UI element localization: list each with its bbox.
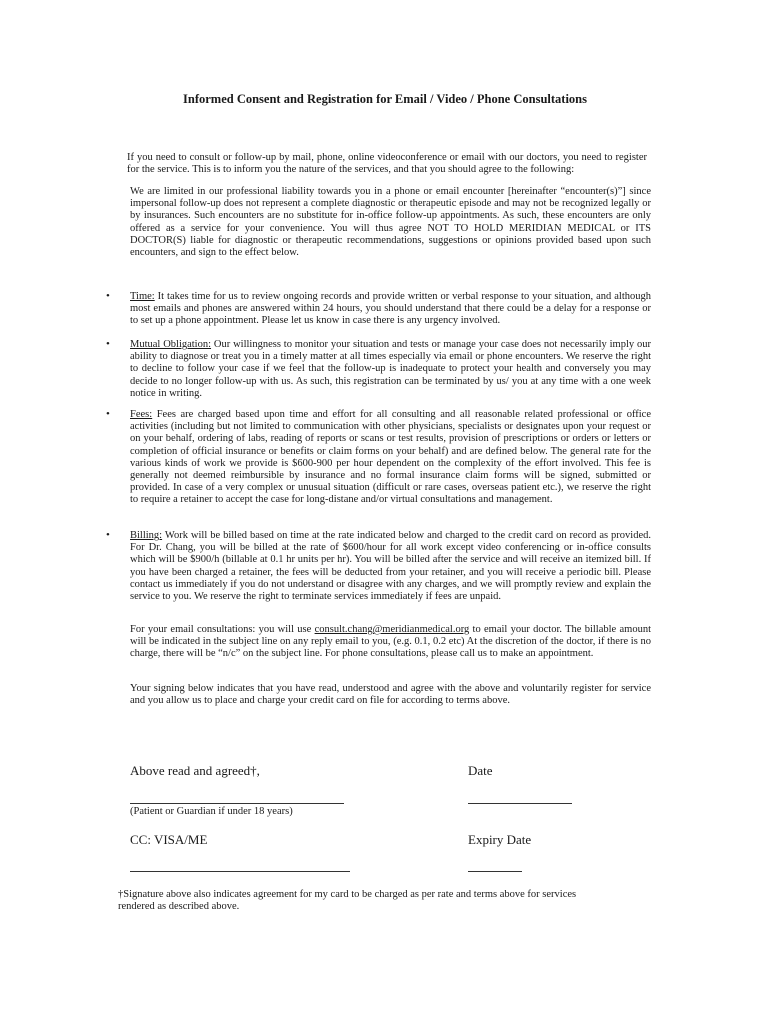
billing-paragraph [130,530,651,603]
signature-line[interactable] [130,803,344,804]
time-heading: Time: [130,291,155,302]
signature-footnote: †Signature above also indicates agreement for my card to be charged as per rate and terms above for services rendered as described above. [118,889,577,913]
liability-paragraph: We are limited in our professional liability towards you in a phone or email encounter [hereinafter “encounter(s)”] since impersonal follow-up does not represent a complete diagnostic or therapeutic episode and may not be recognized legally or by insurances. Such encounters are no substitute for in-office follow-up appointments. As such, these encounters are only offered as a service for your convenience. You will thus agree NOT TO HOLD MERIDIAN MEDICAL or ITS DOCTOR(S) liable for diagnostic or therapeutic recommendations, suggestions or opinions provided based upon such encounters, and sign to the effect below. [130,186,651,259]
email-consultation-paragraph [130,624,651,661]
time-paragraph [130,291,651,328]
bullet-mutual-obligation: • [106,338,110,350]
intro-paragraph: If you need to consult or follow-up by mail, phone, online videoconference or email with our doctors, you need to register for the service. This is to inform you the nature of the services, and that you should agree to the following: [127,152,647,176]
above-read-label: Above read and agreed†, [130,763,260,778]
date-line[interactable] [468,803,572,804]
bullet-time: • [106,290,110,302]
document-title: Informed Consent and Registration for Email / Video / Phone Consultations [183,92,587,106]
consult-email-link[interactable]: consult.chang@meridianmedical.org [314,624,470,635]
bullet-billing: • [106,529,110,541]
bullet-fees: • [106,408,110,420]
email-after-text: to email your doctor. The billable amount will be indicated in the subject line on any reply email to you, (e.g. 0.1, 0.2 etc) At the discretion of the doctor, if there is no charge, there will be “n/c” on the subject line. For phone consultations, please call us to make an appointment. [130,624,651,660]
mutual-obligation-heading: Mutual Obligation: [130,339,212,350]
billing-heading: Billing: [130,530,163,541]
patient-guardian-note: (Patient or Guardian if under 18 years) [130,806,293,817]
fees-text: Fees are charged based upon time and effort for all consulting and all reasonable related professional or office activities (including but not limited to communication with other physicians, specialists or designates upon your request or on your behalf, ordering of labs, reading of reports or scans or test results, provision of prescriptions or orders or letters or completion of official insurance or benefits or claim forms on your behalf) and are defined below. The general rate for the various kinds of work we provide is $600-900 per hour dependent on the complexity of the effort involved. This fee is generally not deemed reimbursible by insurance and no formal insurance claim forms will be signed, submitted or provided. In case of a very complex or unusual situation (difficult or rare cases, overseas patient etc.), we reserve the right to require a retainer to accept the case for long-distane and/or virtual consultations and management. [130,409,651,506]
fees-heading: Fees: [130,409,153,420]
date-label: Date [468,763,493,778]
time-text: It takes time for us to review ongoing records and provide written or verbal response to your situation, and although most emails and phones are answered within 24 hours, you should understand that there could be a delay for a response or to set up a phone appointment. Please let us know in case there is any urgency involved. [130,291,651,327]
mutual-obligation-text: Our willingness to monitor your situation and tests or manage your case does not necessarily imply our ability to diagnose or treat you in a timely matter at all times especially via email or phone encounters. We reserve the right to decline to follow your case if we feel that the follow-up is inadequate to protect your health and conversely you may decide to no longer follow-up with us. As such, this registration can be terminated by us/ you at any time with a one week notice in writing. [130,339,651,399]
fees-paragraph [130,409,651,507]
mutual-obligation-paragraph [130,339,651,400]
agreement-paragraph: Your signing below indicates that you have read, understood and agree with the above and voluntarily register for service and you allow us to place and charge your credit card on file for according to terms above. [130,683,651,707]
email-before-text: For your email consultations: you will use [130,624,315,635]
expiry-date-label: Expiry Date [468,832,532,847]
expiry-date-line[interactable] [468,871,522,872]
cc-label: CC: VISA/ME [130,832,208,847]
billing-text: Work will be billed based on time at the rate indicated below and charged to the credit card on record as provided. For Dr. Chang, you will be billed at the rate of $600/hour for all work except video conferencing or in-office consults which will be $900/h (billable at 0.1 hr units per hr). You will be billed after the service and will receive an itemized bill. If you have been charged a retainer, the fees will be deducted from your retainer, and you will receive a periodic bill. Please contact us immediately if you do not understand or disagree with any charges, and we will promptly review and explain the service to you. We reserve the right to terminate services immediately if fees are unpaid. [130,530,651,603]
credit-card-line[interactable] [130,871,350,872]
